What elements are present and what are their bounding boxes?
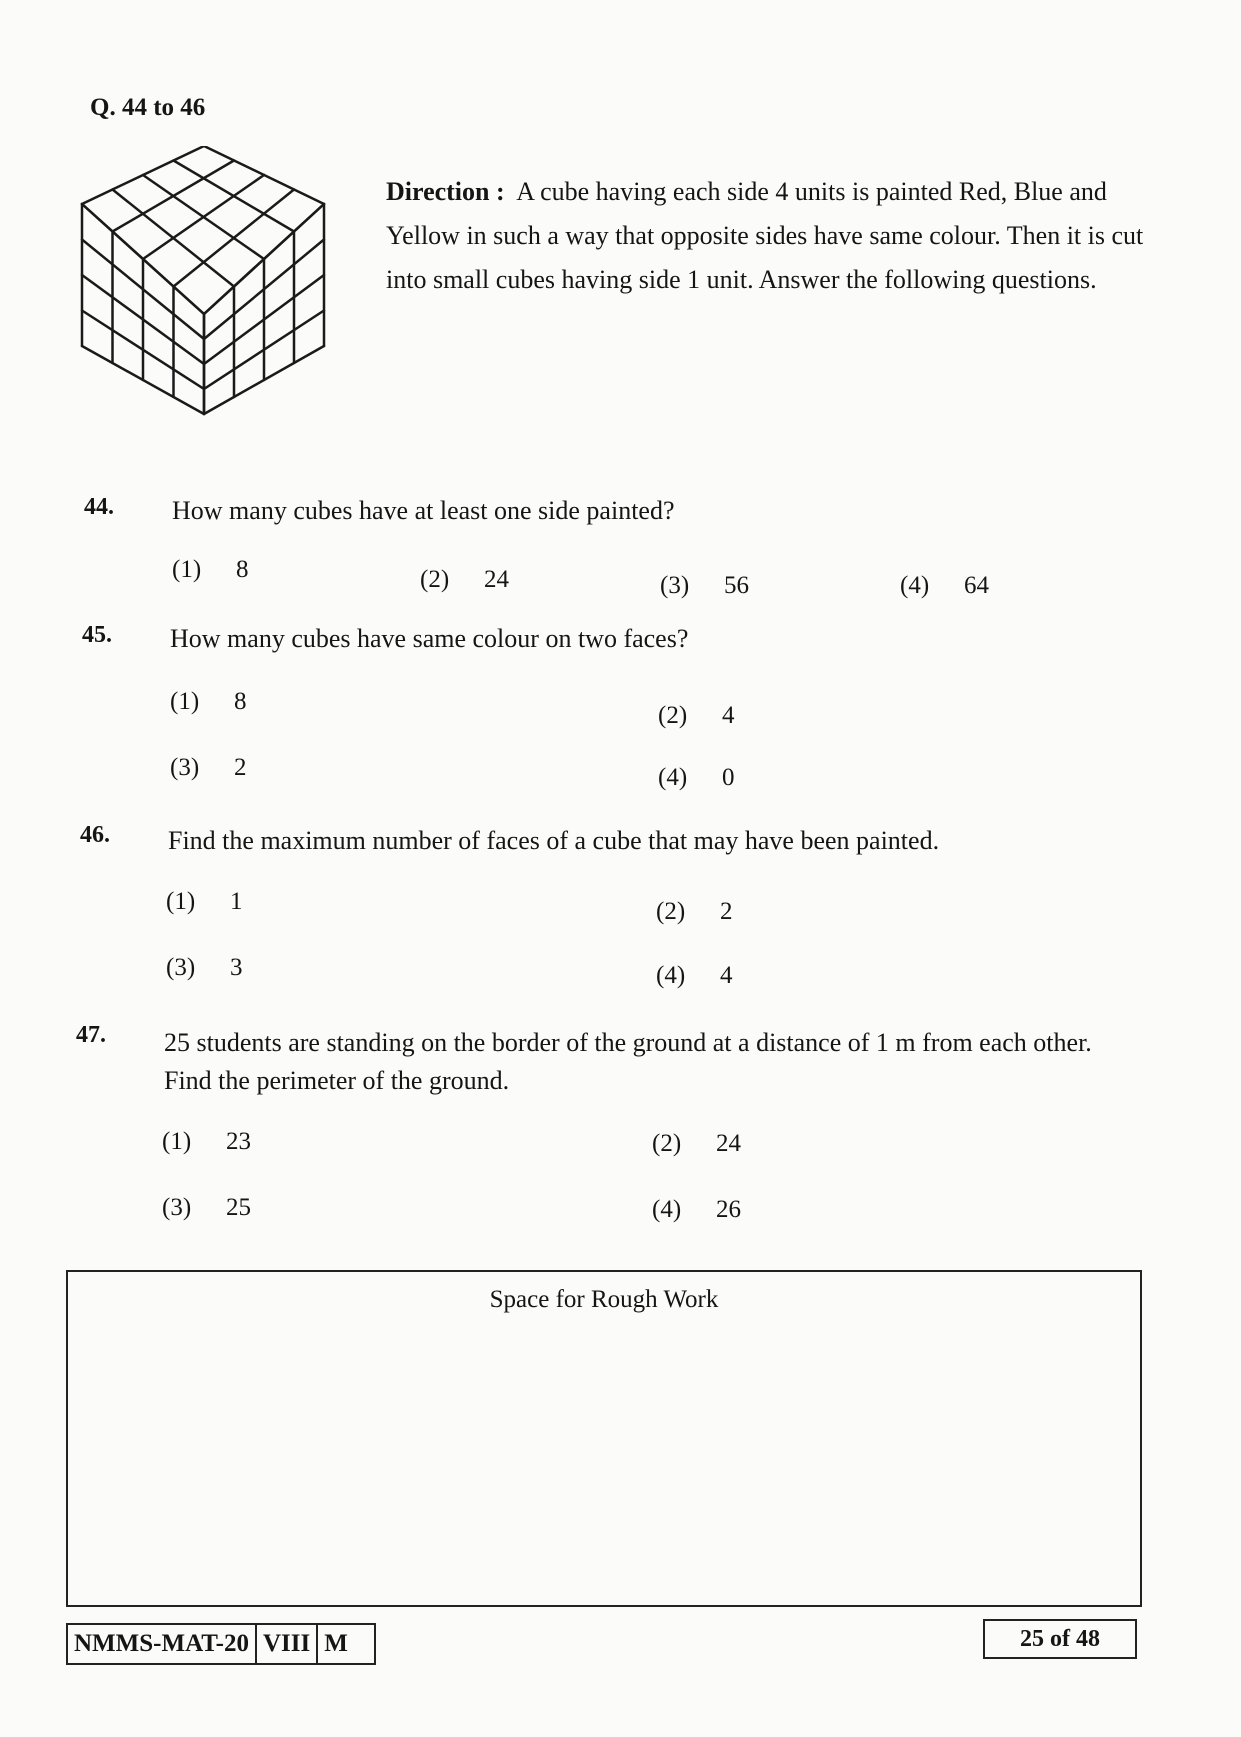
cube-grid-line	[174, 161, 295, 232]
option	[660, 572, 749, 600]
option	[652, 1196, 741, 1224]
option-number: (2)	[652, 1130, 682, 1157]
option-number: (1)	[172, 556, 202, 583]
option-number: (1)	[166, 888, 196, 915]
direction-line-1: A cube having each side 4 units is painted Red, Blue and	[516, 177, 1107, 206]
option-number: (3)	[660, 572, 690, 599]
option-number: (4)	[658, 764, 688, 791]
option-value: 3	[230, 954, 243, 981]
question-text: How many cubes have same colour on two faces?	[170, 624, 689, 653]
option	[652, 1130, 741, 1158]
cube-figure	[80, 146, 360, 471]
question-range: Q. 44 to 46	[90, 94, 206, 121]
option	[658, 764, 735, 792]
question-number: 46.	[80, 822, 110, 848]
option-value: 25	[226, 1194, 251, 1221]
option-number: (2)	[656, 898, 686, 925]
option-number: (3)	[170, 754, 200, 781]
option-value: 2	[234, 754, 247, 781]
option	[656, 898, 733, 926]
option-value: 23	[226, 1128, 251, 1155]
option	[658, 702, 735, 730]
option-number: (2)	[420, 566, 450, 593]
question-text: How many cubes have at least one side painted?	[172, 496, 675, 525]
option	[420, 566, 509, 594]
option-value: 4	[722, 702, 735, 729]
option	[166, 888, 243, 916]
medium-code: M	[316, 1625, 374, 1663]
option-value: 0	[722, 764, 735, 791]
paper-code-box	[66, 1623, 376, 1665]
paper-code: NMMS-MAT-20	[74, 1630, 249, 1657]
class-code: VIII	[255, 1625, 316, 1663]
direction-text	[386, 170, 1143, 302]
question-number: 45.	[82, 622, 112, 648]
option	[170, 754, 247, 782]
option-number: (4)	[652, 1196, 682, 1223]
rough-work-box	[66, 1270, 1142, 1607]
option	[900, 572, 989, 600]
option	[170, 688, 247, 716]
option-value: 8	[236, 556, 249, 583]
question-line: Find the perimeter of the ground.	[164, 1066, 510, 1095]
option-value: 4	[720, 962, 733, 989]
option-value: 26	[716, 1196, 741, 1223]
question-number: 47.	[76, 1022, 106, 1048]
option-value: 24	[716, 1130, 741, 1157]
question-line: 25 students are standing on the border of the ground at a distance of 1 m from each other.	[164, 1028, 1092, 1057]
option-number: (1)	[170, 688, 200, 715]
rough-work-title: Space for Rough Work	[489, 1286, 719, 1313]
question-number: 44.	[84, 494, 114, 520]
option	[172, 556, 249, 584]
option-value: 24	[484, 566, 509, 593]
cube-grid-line	[174, 190, 295, 287]
option-value: 2	[720, 898, 733, 925]
option-number: (4)	[656, 962, 686, 989]
option-number: (3)	[166, 954, 196, 981]
option-number: (2)	[658, 702, 688, 729]
option	[162, 1128, 251, 1156]
option-number: (1)	[162, 1128, 192, 1155]
option-value: 56	[724, 572, 749, 599]
direction-line-3: into small cubes having side 1 unit. Answer the following questions.	[386, 265, 1097, 294]
option-value: 1	[230, 888, 243, 915]
option-value: 8	[234, 688, 247, 715]
question-text: Find the maximum number of faces of a cube that may have been painted.	[168, 826, 940, 855]
cube-grid-line	[204, 146, 324, 204]
option-number: (4)	[900, 572, 930, 599]
option	[656, 962, 733, 990]
page-number: 25 of 48	[983, 1619, 1137, 1659]
option-value: 64	[964, 572, 989, 599]
option	[166, 954, 243, 982]
option	[162, 1194, 251, 1222]
direction-label: Direction :	[386, 177, 505, 206]
option-number: (3)	[162, 1194, 192, 1221]
direction-line-2: Yellow in such a way that opposite sides have same colour. Then it is cut	[386, 221, 1144, 250]
question-text	[164, 1024, 1092, 1100]
